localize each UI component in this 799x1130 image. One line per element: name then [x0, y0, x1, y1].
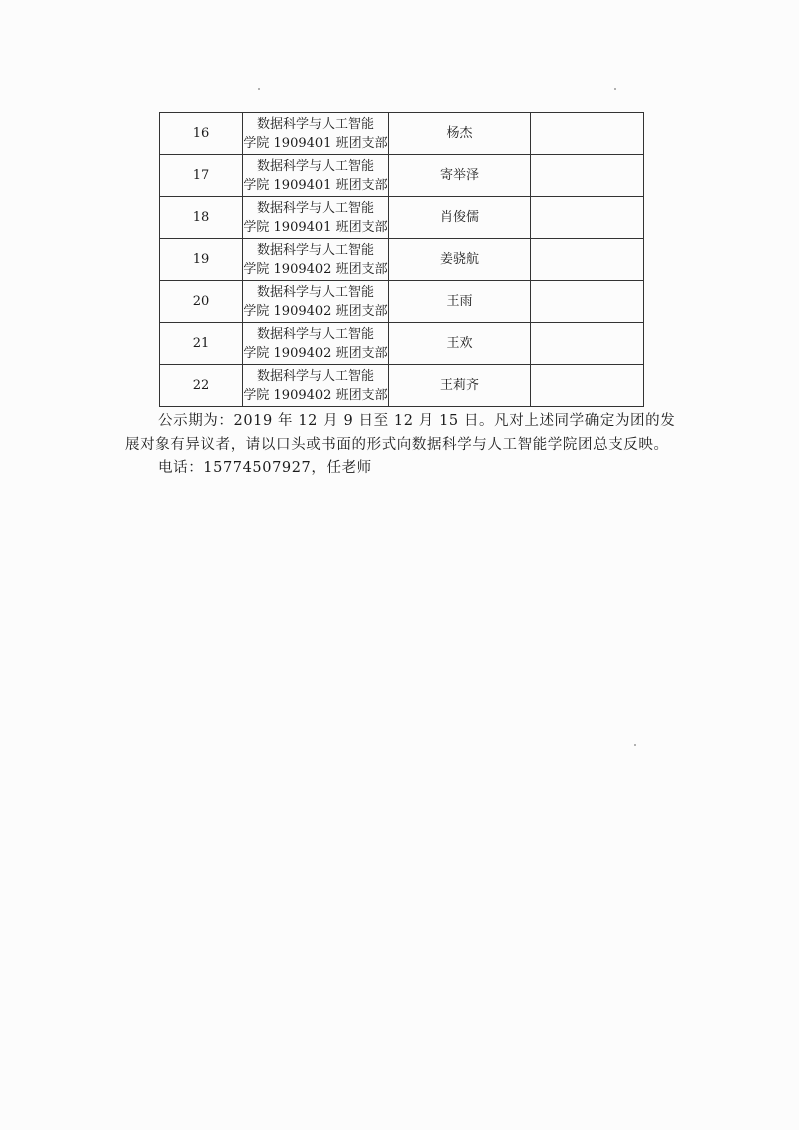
note-cell [531, 155, 644, 197]
scan-speck [614, 88, 616, 90]
branch-cell [243, 197, 389, 239]
notice-block [125, 410, 685, 481]
branch-cell [243, 155, 389, 197]
branch-cell [243, 281, 389, 323]
student-name: 王莉齐 [389, 365, 531, 407]
table-row [160, 365, 644, 407]
row-number: 18 [160, 197, 243, 239]
notice-text: 公示期为：2019 年 12 月 9 日至 12 月 15 日。凡对上述同学确定为团的发展对象有异议者，请以口头或书面的形式向数据科学与人工智能学院团总支反映。 [125, 413, 676, 453]
note-cell [531, 113, 644, 155]
row-number: 21 [160, 323, 243, 365]
branch-cell [243, 239, 389, 281]
student-name: 王欢 [389, 323, 531, 365]
branch-cell [243, 113, 389, 155]
table-row [160, 197, 644, 239]
branch-line-2: 学院 1909401 班团支部 [243, 135, 388, 151]
branch-cell [243, 365, 389, 407]
note-cell [531, 239, 644, 281]
student-name: 杨杰 [389, 113, 531, 155]
row-number: 19 [160, 239, 243, 281]
note-cell [531, 281, 644, 323]
roster-table [159, 112, 644, 407]
branch-line-2: 学院 1909402 班团支部 [243, 261, 388, 277]
table-row [160, 113, 644, 155]
table-row [160, 323, 644, 365]
roster-table-body [160, 113, 644, 407]
branch-line-1: 数据科学与人工智能 [256, 242, 374, 258]
contact-phone: 电话：15774507927，任老师 [158, 460, 372, 476]
branch-line-2: 学院 1909402 班团支部 [243, 387, 388, 403]
branch-line-1: 数据科学与人工智能 [256, 326, 374, 342]
student-name: 王雨 [389, 281, 531, 323]
note-cell [531, 323, 644, 365]
table-row [160, 239, 644, 281]
table-row [160, 155, 644, 197]
branch-line-1: 数据科学与人工智能 [256, 284, 374, 300]
branch-cell [243, 323, 389, 365]
table-row [160, 281, 644, 323]
branch-line-1: 数据科学与人工智能 [256, 158, 374, 174]
student-name: 寄举泽 [389, 155, 531, 197]
row-number: 22 [160, 365, 243, 407]
branch-line-2: 学院 1909402 班团支部 [243, 303, 388, 319]
branch-line-1: 数据科学与人工智能 [256, 116, 374, 132]
scan-speck [258, 88, 260, 90]
student-name: 姜骁航 [389, 239, 531, 281]
branch-line-1: 数据科学与人工智能 [256, 368, 374, 384]
branch-line-2: 学院 1909401 班团支部 [243, 219, 388, 235]
scan-speck [634, 744, 636, 746]
branch-line-2: 学院 1909401 班团支部 [243, 177, 388, 193]
student-name: 肖俊儒 [389, 197, 531, 239]
branch-line-2: 学院 1909402 班团支部 [243, 345, 388, 361]
branch-line-1: 数据科学与人工智能 [256, 200, 374, 216]
note-cell [531, 197, 644, 239]
row-number: 17 [160, 155, 243, 197]
note-cell [531, 365, 644, 407]
row-number: 20 [160, 281, 243, 323]
row-number: 16 [160, 113, 243, 155]
